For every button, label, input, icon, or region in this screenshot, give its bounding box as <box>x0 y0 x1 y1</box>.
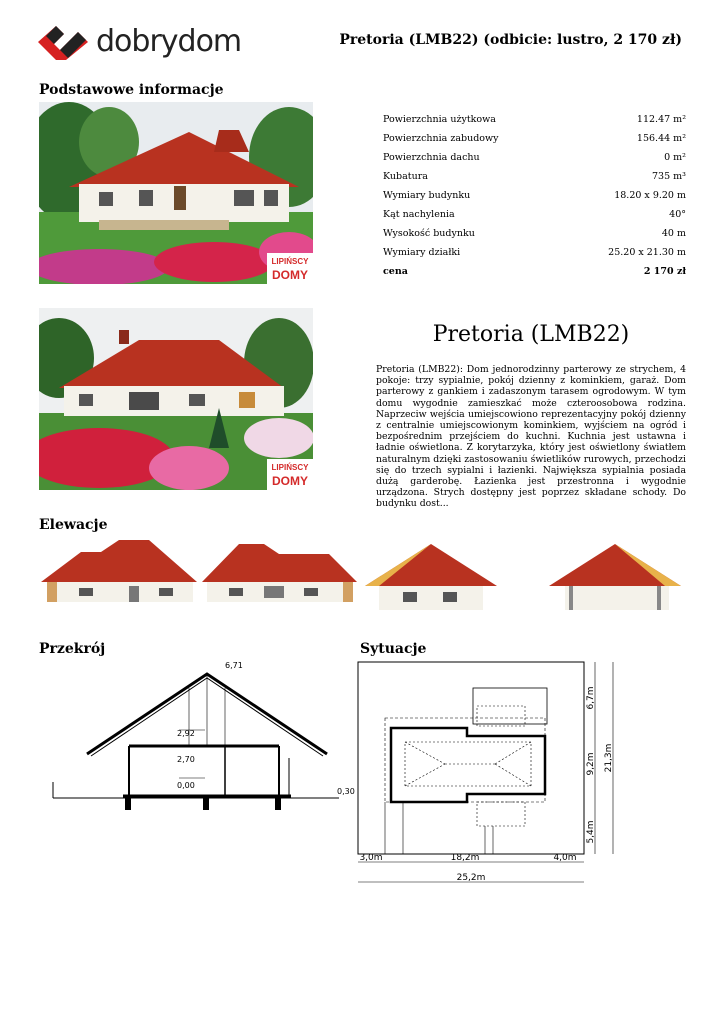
house-photo-front <box>39 102 313 284</box>
badge2-line1: LIPIŃSCY <box>271 463 309 472</box>
dim-bottom: 5,4m <box>586 820 596 844</box>
house-photo-garden <box>39 308 313 490</box>
spec-row: Wymiary działki 25.20 x 21.30 m <box>383 247 686 258</box>
badge-line2: DOMY <box>272 268 308 282</box>
site-plan-drawing <box>355 658 625 890</box>
section-basic-info: Podstawowe informacje <box>39 82 224 98</box>
badge2-line2: DOMY <box>272 474 308 488</box>
description-title: Pretoria (LMB22) <box>432 322 630 347</box>
dim-middle: 9,2m <box>586 752 596 776</box>
section-cross-section: Przekrój <box>39 641 106 657</box>
level-floor-2: 2,70 <box>177 755 195 764</box>
dim-left: 3,0m <box>359 853 383 863</box>
dim-top: 6,7m <box>586 686 596 710</box>
spec-row: Kubatura 735 m³ <box>383 171 686 182</box>
elevation-side-left <box>365 544 497 610</box>
spec-row: Powierzchnia użytkowa 112.47 m² <box>383 114 686 125</box>
elevation-back <box>202 544 357 602</box>
section-site-plan: Sytuacje <box>360 641 427 657</box>
dim-total-width: 25,2m <box>456 873 486 883</box>
brand-name: dobrydom <box>96 24 242 59</box>
spec-table <box>383 110 686 281</box>
section-elevations: Elewacje <box>39 517 108 533</box>
level-base: 0,30 <box>337 787 355 796</box>
spec-row: Wysokość budynku 40 m <box>383 228 686 239</box>
spec-row: Kąt nachylenia 40° <box>383 209 686 220</box>
elevation-front <box>41 540 197 602</box>
spec-row: Wymiary budynku 18.20 x 9.20 m <box>383 190 686 201</box>
elevation-side-right <box>549 544 681 610</box>
dim-total-height: 21,3m <box>604 743 614 773</box>
badge-line1: LIPIŃSCY <box>271 257 309 266</box>
page-title: Pretoria (LMB22) (odbicie: lustro, 2 170 zł) <box>339 32 682 48</box>
spec-row: Powierzchnia dachu 0 m² <box>383 152 686 163</box>
description-text: Pretoria (LMB22): Dom jednorodzinny parterowy ze strychem, 4 pokoje: trzy sypialnie, pokój dzienny z kominkiem, garaż. Dom parterowy z gankiem i zadaszonym tarasem ogrodowym. W tym domu wygodnie zamieszkać może czteroosobowa rodzina. Naprzeciw wejścia umiejscowiono reprezentacyjny pokój dzienny z centralnie umiejscowionym kominkiem, wyjściem na ogród i bezpośrednim przejściem do kuchni. Kuchnia jest ustawna i ładnie oświetlona. Z korytarzyka, który jest oświetlony światłem naturalnym dzięki zastosowaniu świetlików rurowych, przechodzi się do trzech sypialni i łazienki. Największa sypialnia posiada dużą garderobę. Łazienka jest przestronna i wygodnie urządzona. Strych dostępny jest poprzez składane schody. Do budynku dost... <box>376 364 686 510</box>
dim-house-width: 18,2m <box>450 853 480 863</box>
dim-right: 4,0m <box>553 853 577 863</box>
level-ceiling: 2,92 <box>177 729 195 738</box>
logo-mark-icon <box>36 22 92 62</box>
price-row: cena 2 170 zł <box>383 266 686 277</box>
spec-row: Powierzchnia zabudowy 156.44 m² <box>383 133 686 144</box>
elevations-drawings <box>39 540 684 610</box>
level-zero: 0,00 <box>177 781 195 790</box>
cross-section-drawing <box>39 660 359 820</box>
level-top: 6,71 <box>225 661 243 670</box>
